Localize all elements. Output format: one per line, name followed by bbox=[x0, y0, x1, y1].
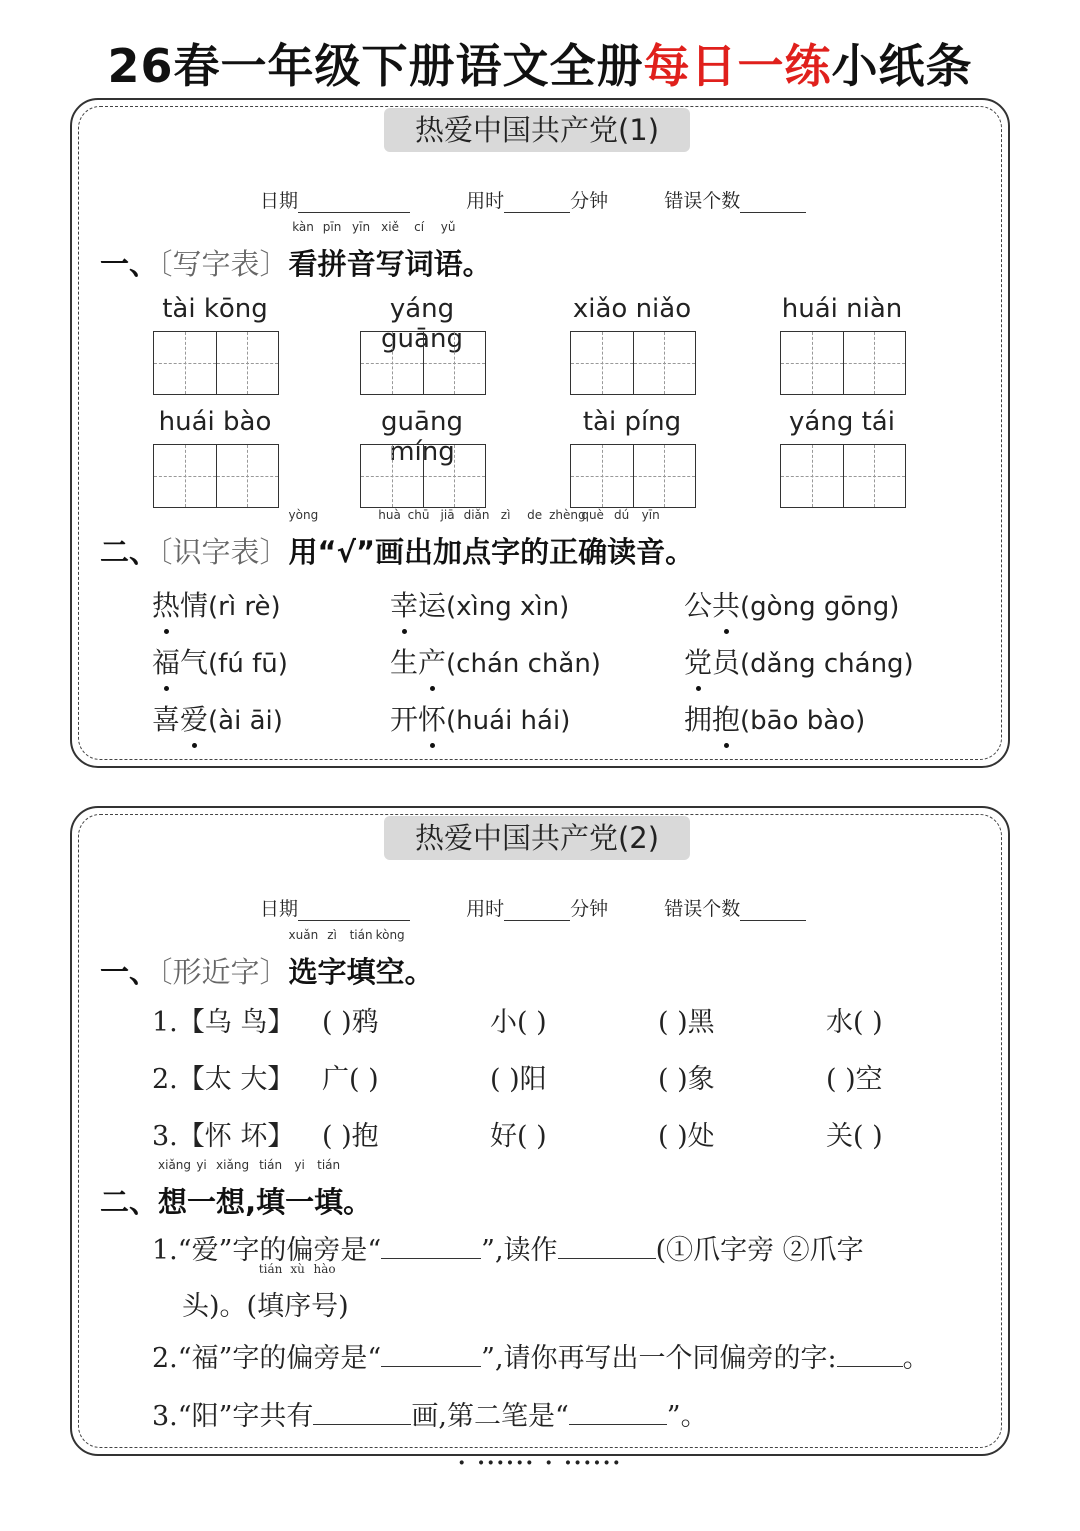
pronunciation-item[interactable] bbox=[152, 584, 281, 624]
char: 画 bbox=[375, 535, 405, 569]
grid-cell[interactable] bbox=[634, 332, 696, 394]
pinyin: xuǎn bbox=[288, 928, 319, 942]
ruby-char bbox=[491, 508, 521, 571]
ruby-char bbox=[288, 220, 318, 283]
pronunciation-item[interactable] bbox=[390, 641, 601, 681]
ruby-char bbox=[187, 1158, 217, 1221]
ruby-char bbox=[549, 508, 586, 571]
fill-blank[interactable]: 好( ) bbox=[490, 1121, 547, 1152]
question-3: 3.“阳”字共有 画,第二笔是“ ”。 bbox=[152, 1401, 708, 1432]
pronunciation-item[interactable] bbox=[684, 584, 899, 624]
ruby-char bbox=[158, 1158, 192, 1221]
section-tag: 〔写字表〕 bbox=[158, 247, 289, 281]
grid-cell[interactable] bbox=[781, 445, 844, 507]
pinyin: yi bbox=[294, 1158, 305, 1172]
fill-blank[interactable]: ( )黑 bbox=[658, 1007, 715, 1038]
pinyin: zhèng bbox=[549, 508, 586, 522]
ruby-char bbox=[346, 220, 376, 283]
grid-cell[interactable] bbox=[571, 445, 634, 507]
char: 选 bbox=[288, 955, 318, 989]
pinyin: què bbox=[581, 508, 604, 522]
ruby-char bbox=[288, 928, 319, 991]
section-end: 。 bbox=[462, 247, 492, 281]
pinyin: kòng bbox=[375, 928, 405, 942]
char: 点 bbox=[462, 535, 492, 569]
ruby-char bbox=[404, 508, 434, 571]
word-char: 员 bbox=[712, 646, 741, 679]
char: 的 bbox=[520, 535, 550, 569]
pinyin: xiě bbox=[381, 220, 399, 234]
pinyin: tián bbox=[349, 928, 373, 942]
fill-blank[interactable]: ( )空 bbox=[826, 1064, 883, 1095]
ruby-char bbox=[216, 1158, 250, 1221]
section-number: 一、 bbox=[100, 955, 159, 989]
word-pinyin: huái bào bbox=[158, 407, 272, 437]
char: 加 bbox=[433, 535, 463, 569]
section-end: 。 bbox=[343, 1185, 373, 1219]
fill-blank[interactable]: ( )象 bbox=[658, 1064, 715, 1095]
pinyin-options: (huái hái) bbox=[446, 706, 571, 736]
ruby-char bbox=[375, 220, 405, 283]
grid-cell[interactable] bbox=[154, 445, 217, 507]
section-1-heading-2 bbox=[100, 928, 434, 991]
fill-blank[interactable]: 关( ) bbox=[826, 1121, 883, 1152]
pronunciation-item[interactable] bbox=[390, 584, 569, 624]
char: 一 bbox=[285, 1185, 315, 1219]
char: 读 bbox=[607, 535, 637, 569]
ruby-char bbox=[462, 508, 492, 571]
pinyin-options: (xìng xìn) bbox=[446, 592, 570, 622]
pinyin: xù bbox=[290, 1262, 305, 1276]
fill-blank[interactable]: 小( ) bbox=[490, 1007, 547, 1038]
writing-grid[interactable] bbox=[780, 444, 906, 508]
ruby-char bbox=[520, 508, 550, 571]
pronunciation-item[interactable] bbox=[152, 641, 288, 681]
char: 字 bbox=[491, 535, 521, 569]
char: 想 bbox=[216, 1185, 246, 1219]
section-tag: 〔形近字〕 bbox=[158, 955, 289, 989]
pinyin: dú bbox=[614, 508, 630, 522]
fill-blank[interactable]: ( )处 bbox=[658, 1121, 715, 1152]
word-char: 产 bbox=[418, 641, 446, 681]
section-1-heading bbox=[100, 220, 492, 283]
word-char: 公 bbox=[684, 589, 713, 622]
pinyin-options: (bāo bào) bbox=[740, 706, 866, 736]
ruby-char bbox=[404, 220, 434, 283]
pinyin-options: (gòng gōng) bbox=[740, 592, 900, 622]
pinyin: jiā bbox=[440, 508, 455, 522]
char: 想 bbox=[158, 1185, 188, 1219]
grid-cell[interactable] bbox=[361, 332, 424, 394]
pinyin: diǎn bbox=[463, 508, 490, 522]
char: 填 bbox=[257, 1291, 285, 1322]
word-char: 福 bbox=[152, 641, 180, 681]
ruby-char bbox=[311, 1262, 339, 1323]
pinyin: yīn bbox=[641, 508, 660, 522]
char: 序 bbox=[284, 1291, 312, 1322]
char: “√” bbox=[317, 535, 376, 569]
ruby-char bbox=[317, 220, 347, 283]
writing-grid[interactable] bbox=[780, 331, 906, 395]
fill-blank[interactable]: ( )鸦 bbox=[322, 1007, 379, 1038]
ruby-char bbox=[607, 508, 637, 571]
char: 一 bbox=[187, 1185, 217, 1219]
word-char: 生 bbox=[390, 646, 419, 679]
word-char: 共 bbox=[712, 584, 740, 624]
word-pinyin: xiǎo niǎo bbox=[572, 294, 692, 324]
char: 音 bbox=[346, 247, 376, 281]
lesson-title-2: 热爱中国共产党(2) bbox=[384, 816, 690, 860]
pinyin: hào bbox=[313, 1262, 336, 1276]
ruby-char bbox=[318, 535, 375, 569]
word-pinyin: tài píng bbox=[582, 407, 682, 437]
char: 看 bbox=[288, 247, 318, 281]
pinyin: zì bbox=[500, 508, 511, 522]
char: 填 bbox=[256, 1185, 286, 1219]
word-char: 幸 bbox=[390, 584, 418, 624]
word-pinyin: yáng guāng bbox=[381, 294, 463, 354]
ruby-char bbox=[245, 1185, 256, 1219]
word-char: 抱 bbox=[712, 698, 740, 738]
pinyin: cí bbox=[414, 220, 425, 234]
ruby-char bbox=[257, 1262, 285, 1323]
pinyin: tián bbox=[258, 1262, 283, 1276]
grid-cell[interactable] bbox=[571, 332, 634, 394]
word-char: 拥 bbox=[684, 703, 713, 736]
pinyin: kàn bbox=[292, 220, 314, 234]
char: 词 bbox=[404, 247, 434, 281]
word-pinyin: huái niàn bbox=[781, 294, 903, 324]
writing-grid[interactable] bbox=[153, 444, 279, 508]
word-char: 党 bbox=[684, 641, 712, 681]
word-pinyin: yáng tái bbox=[789, 407, 895, 437]
pinyin: zì bbox=[327, 928, 337, 942]
grid-cell[interactable] bbox=[361, 445, 424, 507]
grid-cell[interactable] bbox=[424, 332, 486, 394]
ruby-char bbox=[317, 928, 347, 991]
char: 正 bbox=[549, 535, 579, 569]
section-end: 。 bbox=[404, 955, 434, 989]
question-2: 2.“福”字的偏旁是“ ”,请你再写出一个同偏旁的字: 。 bbox=[152, 1343, 930, 1374]
section-number: 二、 bbox=[100, 1185, 159, 1219]
writing-grid[interactable] bbox=[570, 331, 696, 395]
ruby-char bbox=[578, 508, 608, 571]
question-1-cont: 头)。(填 tián 序 xù 号 hào ) bbox=[182, 1262, 349, 1322]
grid-cell[interactable] bbox=[217, 332, 279, 394]
pinyin-options: (rì rè) bbox=[208, 592, 281, 622]
writing-grid[interactable] bbox=[153, 331, 279, 395]
fill-blank[interactable]: ( )抱 bbox=[322, 1121, 379, 1152]
ruby-char bbox=[433, 508, 463, 571]
pinyin: pīn bbox=[322, 220, 342, 234]
section-number: 二、 bbox=[100, 535, 159, 569]
word-char: 开 bbox=[390, 703, 419, 736]
word-char: 情 bbox=[180, 589, 209, 622]
writing-grid[interactable] bbox=[570, 444, 696, 508]
section-2-heading-2 bbox=[100, 1158, 373, 1221]
footer-dots: · ······ · ······ bbox=[457, 1450, 623, 1476]
pronunciation-item[interactable] bbox=[684, 641, 914, 681]
question-1: 1.“爱”字的偏旁是“ ”,读作 (①爪字旁 ②爪字 bbox=[152, 1235, 864, 1266]
fill-blank[interactable]: ( )阳 bbox=[490, 1064, 547, 1095]
word-char: 气 bbox=[180, 646, 209, 679]
ruby-char bbox=[288, 508, 319, 571]
pinyin: yīn bbox=[352, 220, 371, 234]
pronunciation-item[interactable] bbox=[152, 698, 283, 738]
word-pinyin: tài kōng bbox=[162, 294, 268, 324]
ruby-char bbox=[433, 220, 463, 283]
char-pair-label: 2.【太 大】 bbox=[152, 1064, 295, 1095]
pinyin: yòng bbox=[288, 508, 319, 522]
pinyin: xiǎng bbox=[158, 1158, 192, 1172]
grid-cell[interactable] bbox=[217, 445, 279, 507]
pinyin-options: (fú fū) bbox=[208, 649, 288, 679]
ruby-char bbox=[256, 1158, 286, 1221]
grid-cell[interactable] bbox=[424, 445, 486, 507]
char: 空 bbox=[375, 955, 405, 989]
pinyin: xiǎng bbox=[216, 1158, 250, 1172]
ruby-char bbox=[375, 508, 405, 571]
char: 确 bbox=[578, 535, 608, 569]
char-pair-label: 1.【乌 鸟】 bbox=[152, 1007, 295, 1038]
ruby-char bbox=[284, 1262, 312, 1323]
char: 字 bbox=[317, 955, 347, 989]
fill-blank[interactable]: 广( ) bbox=[322, 1064, 379, 1095]
word-char: 喜 bbox=[152, 703, 181, 736]
pronunciation-item[interactable] bbox=[390, 698, 570, 738]
writing-grid[interactable] bbox=[360, 444, 486, 508]
char: 写 bbox=[375, 247, 405, 281]
word-pinyin: guāng míng bbox=[381, 407, 463, 467]
char: 拼 bbox=[317, 247, 347, 281]
writing-grid[interactable] bbox=[360, 331, 486, 395]
char: 出 bbox=[404, 535, 434, 569]
pinyin-options: (ài āi) bbox=[208, 706, 283, 736]
word-char: 怀 bbox=[418, 698, 446, 738]
grid-cell[interactable] bbox=[634, 445, 696, 507]
ruby-char bbox=[636, 508, 666, 571]
grid-cell[interactable] bbox=[844, 332, 906, 394]
word-char: 热 bbox=[152, 584, 180, 624]
ruby-char bbox=[314, 1158, 344, 1221]
char: 填 bbox=[346, 955, 376, 989]
section-2-heading bbox=[100, 508, 695, 571]
char: 用 bbox=[288, 535, 318, 569]
pinyin: yi bbox=[196, 1158, 207, 1172]
pinyin: huà bbox=[378, 508, 401, 522]
char: 音 bbox=[636, 535, 666, 569]
pinyin: chū bbox=[407, 508, 430, 522]
pinyin: tián bbox=[317, 1158, 341, 1172]
pinyin: de bbox=[527, 508, 543, 522]
meta-row-1: 日期 用时 分钟 错误个数 bbox=[260, 186, 806, 213]
char: 语 bbox=[433, 247, 463, 281]
section-number: 一、 bbox=[100, 247, 159, 281]
pinyin-options: (dǎng cháng) bbox=[740, 649, 914, 679]
char: 号 bbox=[311, 1291, 339, 1322]
section-tag: 〔识字表〕 bbox=[158, 535, 289, 569]
pronunciation-item[interactable] bbox=[684, 698, 865, 738]
section-end: 。 bbox=[665, 535, 695, 569]
pinyin-options: (chán chǎn) bbox=[446, 649, 601, 679]
grid-cell[interactable] bbox=[781, 332, 844, 394]
char-pair-label: 3.【怀 坏】 bbox=[152, 1121, 295, 1152]
page-title: 26春一年级下册语文全册每日一练小纸条 bbox=[107, 39, 973, 93]
lesson-title-1: 热爱中国共产党(1) bbox=[384, 108, 690, 152]
meta-row-2: 日期 用时 分钟 错误个数 bbox=[260, 894, 806, 921]
word-char: 爱 bbox=[180, 698, 208, 738]
pinyin: tián bbox=[259, 1158, 283, 1172]
ruby-char bbox=[285, 1158, 315, 1221]
char: , bbox=[245, 1185, 257, 1219]
grid-cell[interactable] bbox=[844, 445, 906, 507]
char: 填 bbox=[314, 1185, 344, 1219]
grid-cell[interactable] bbox=[154, 332, 217, 394]
fill-blank[interactable]: 水( ) bbox=[826, 1007, 883, 1038]
ruby-char bbox=[346, 928, 376, 991]
pinyin: yǔ bbox=[440, 220, 456, 234]
ruby-char bbox=[375, 928, 405, 991]
word-char: 运 bbox=[418, 589, 447, 622]
